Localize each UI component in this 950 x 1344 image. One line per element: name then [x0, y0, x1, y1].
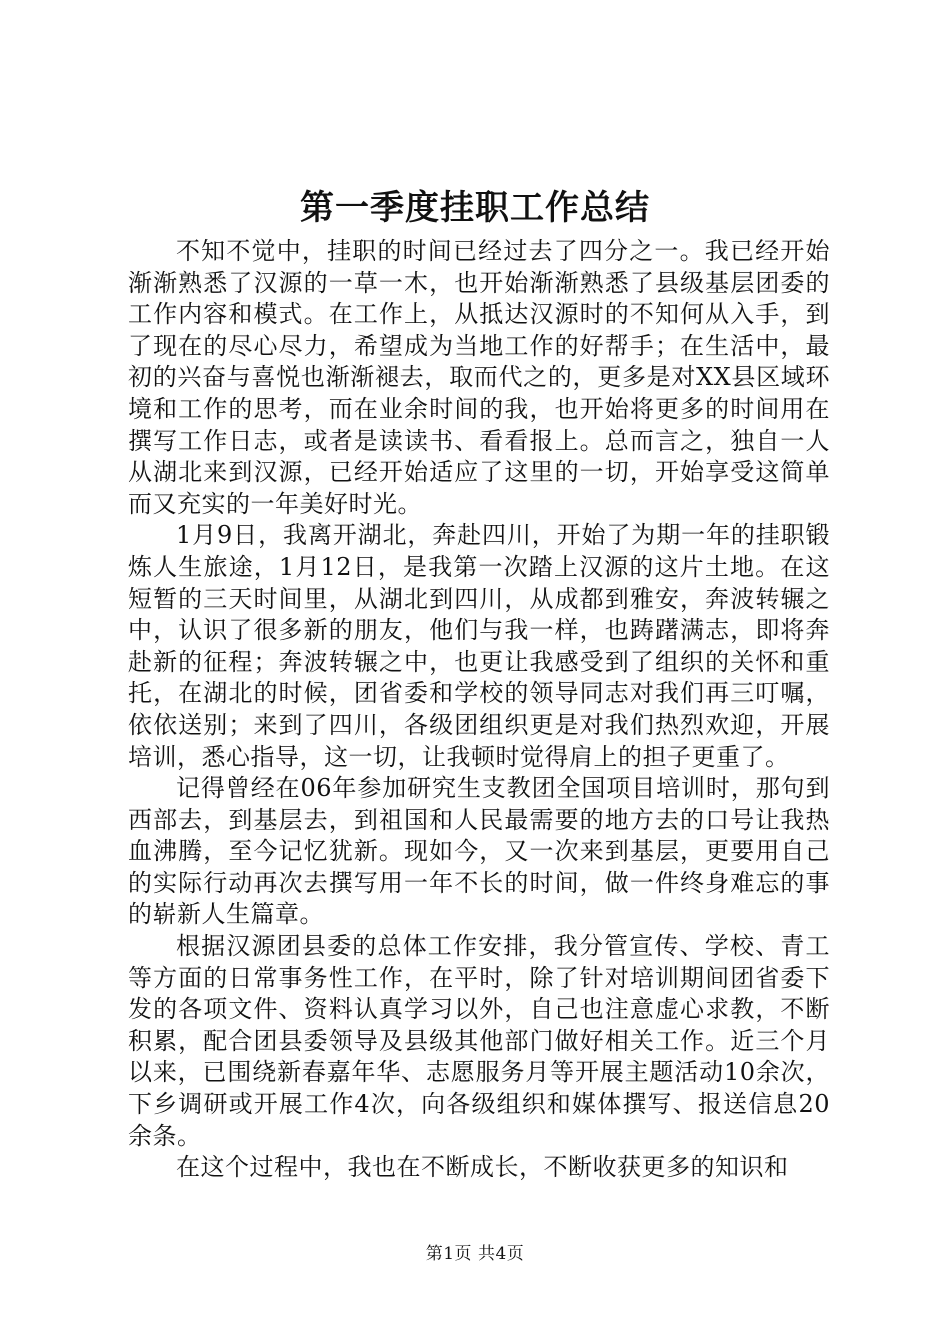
paragraph: 1月9日，我离开湖北，奔赴四川，开始了为期一年的挂职锻炼人生旅途，1月12日，是我第一次踏上汉源的这片土地。在这短暂的三天时间里，从湖北到四川，从成都到雅安，奔波转辗之中，认识了很多新的朋友，他们与我一样，也踌躇满志，即将奔赴新的征程；奔波转辗之中，也更让我感受到了组织的关怀和重托，在湖北的时候，团省委和学校的领导同志对我们再三叮嘱，依依送别；来到了四川，各级团组织更是对我们热烈欢迎，开展培训，悉心指导，这一切，让我顿时觉得肩上的担子更重了。	[128, 521, 830, 771]
document-body	[128, 236, 830, 1184]
paragraph: 在这个过程中，我也在不断成长，不断收获更多的知识和	[176, 1153, 789, 1182]
paragraph: 记得曾经在06年参加研究生支教团全国项目培训时，那句到西部去，到基层去，到祖国和人民最需要的地方去的口号让我热血沸腾，至今记忆犹新。现如今，又一次来到基层，更要用自己的实际行动再次去撰写用一年不长的时间，做一件终身难忘的事的崭新人生篇章。	[128, 774, 830, 929]
paragraph: 根据汉源团县委的总体工作安排，我分管宣传、学校、青工等方面的日常事务性工作，在平时，除了针对培训期间团省委下发的各项文件、资料认真学习以外，自己也注意虚心求教，不断积累，配合团县委领导及县级其他部门做好相关工作。近三个月以来，已围绕新春嘉年华、志愿服务月等开展主题活动10余次，下乡调研或开展工作4次，向各级组织和媒体撰写、报送信息20余条。	[128, 932, 830, 1150]
paragraph: 不知不觉中，挂职的时间已经过去了四分之一。我已经开始渐渐熟悉了汉源的一草一木，也开始渐渐熟悉了县级基层团委的工作内容和模式。在工作上，从抵达汉源时的不知何从入手，到了现在的尽心尽力，希望成为当地工作的好帮手；在生活中，最初的兴奋与喜悦也渐渐褪去，取而代之的，更多是对XX县区域环境和工作的思考，而在业余时间的我，也开始将更多的时间用在撰写工作日志，或者是读读书、看看报上。总而言之，独自一人从湖北来到汉源，已经开始适应了这里的一切，开始享受这简单而又充实的一年美好时光。	[128, 237, 830, 518]
page-title: 第一季度挂职工作总结	[300, 188, 650, 228]
page-footer: 第1页 共4页	[425, 1244, 525, 1264]
